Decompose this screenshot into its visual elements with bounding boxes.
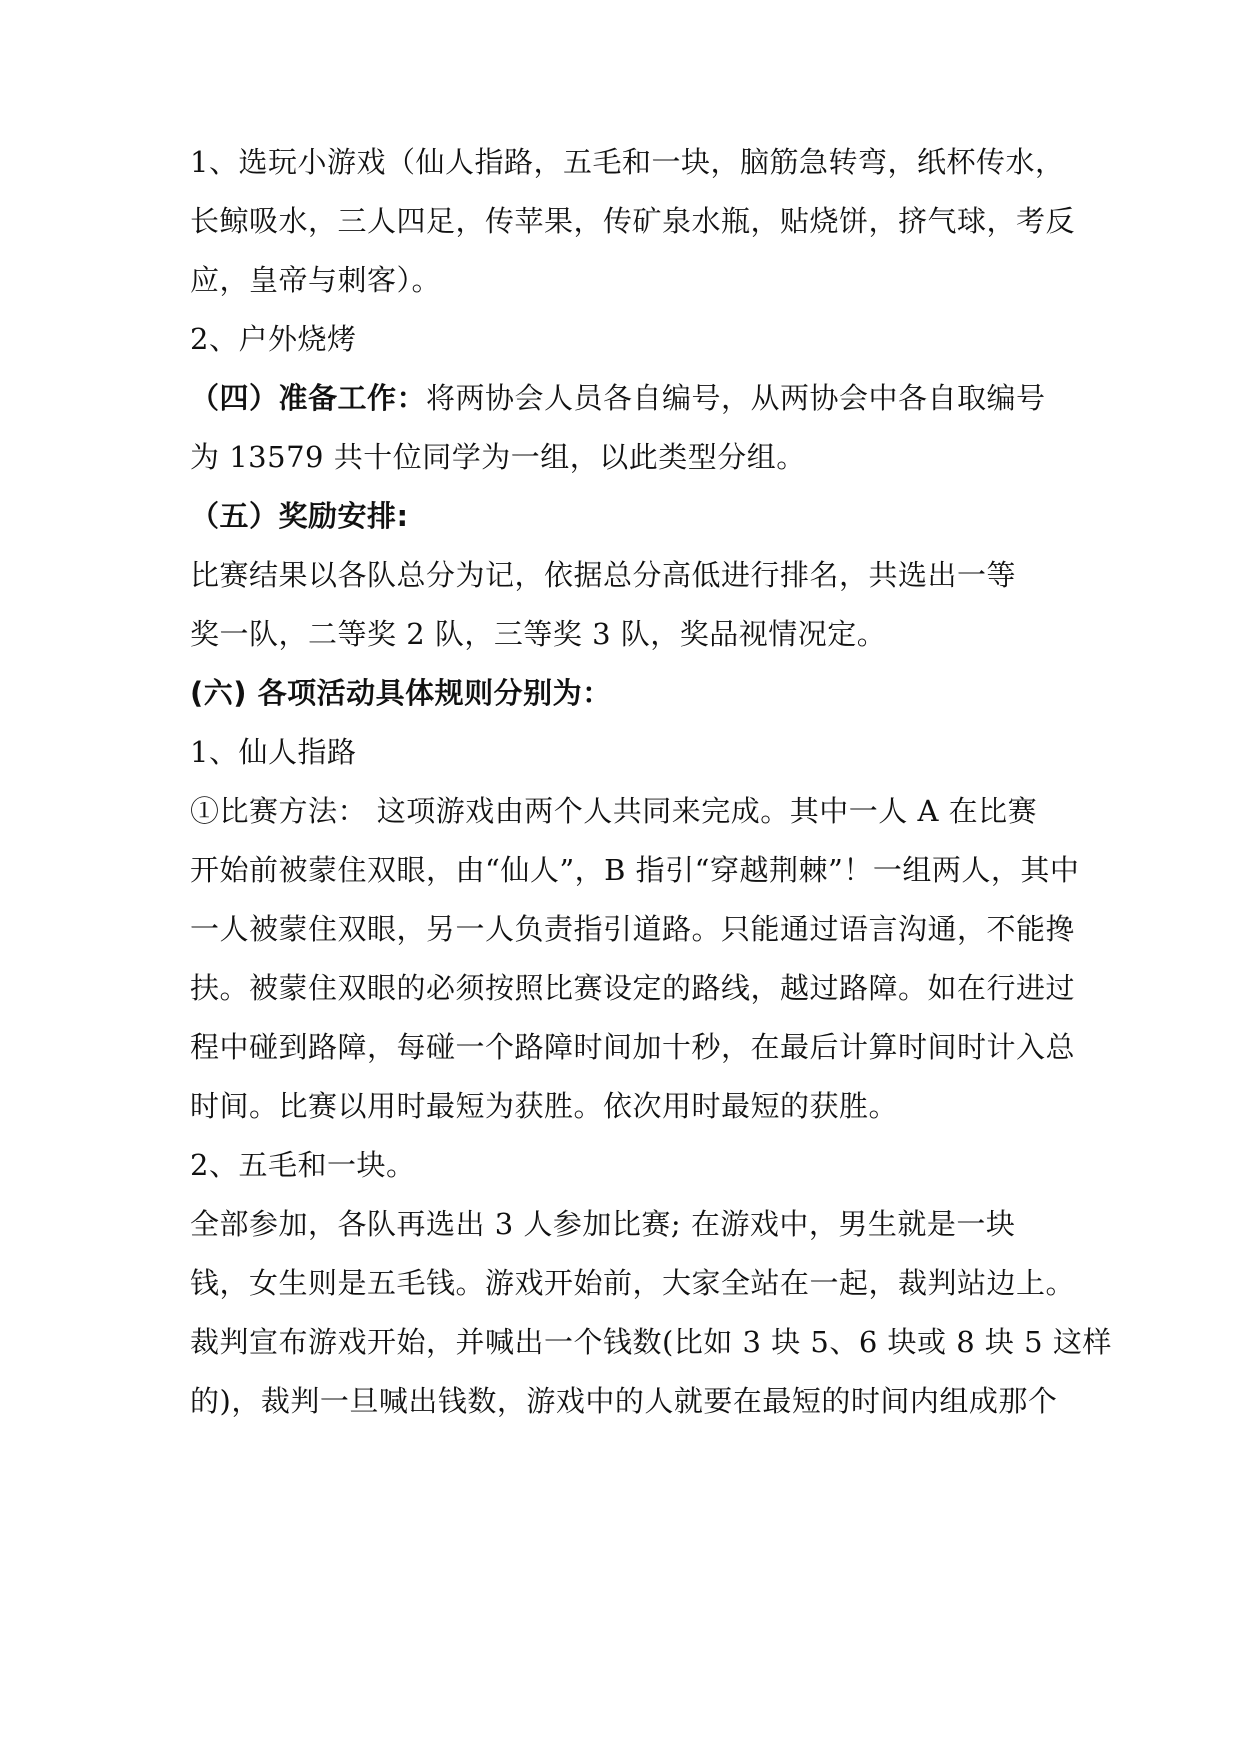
line-text: 将两协会人员各自编号，从两协会中各自取编号 [426, 381, 1046, 415]
line-text: 奖一队，二等奖 2 队，三等奖 3 队，奖品视情况定。 [190, 617, 887, 651]
line-text: 2、五毛和一块。 [190, 1148, 416, 1182]
line-text: ①比赛方法： 这项游戏由两个人共同来完成。其中一人 A 在比赛 [190, 794, 1038, 828]
paragraph-line [190, 260, 1060, 300]
line-text: 为 13579 共十位同学为一组，以此类型分组。 [190, 440, 806, 474]
line-text: 开始前被蒙住双眼，由“仙人”，B 指引“穿越荆棘”！一组两人，其中 [190, 853, 1080, 887]
paragraph-line [190, 1086, 1060, 1126]
section-heading: （五）奖励安排: [190, 499, 409, 533]
section-heading: (六) 各项活动具体规则分别为： [190, 676, 612, 710]
line-text: 应，皇帝与刺客）。 [190, 263, 442, 297]
paragraph-line [190, 732, 1060, 772]
paragraph-line [190, 791, 1060, 831]
paragraph-line [190, 555, 1060, 595]
line-text: 程中碰到路障，每碰一个路障时间加十秒，在最后计算时间时计入总 [190, 1030, 1076, 1064]
line-text: 2、户外烧烤 [190, 322, 357, 356]
line-text: 扶。被蒙住双眼的必须按照比赛设定的路线，越过路障。如在行进过 [190, 971, 1076, 1005]
paragraph-line [190, 201, 1076, 241]
section-heading: （四）准备工作： [190, 381, 427, 415]
paragraph-line [190, 1204, 1060, 1244]
line-text: 比赛结果以各队总分为记，依据总分高低进行排名，共选出一等 [190, 558, 1017, 592]
line-text: 1、仙人指路 [190, 735, 357, 769]
paragraph-line [190, 673, 1060, 713]
paragraph-line [190, 909, 1076, 949]
paragraph-line [190, 1322, 1112, 1362]
paragraph-line [190, 319, 1060, 359]
line-text: 一人被蒙住双眼，另一人负责指引道路。只能通过语言沟通，不能搀 [190, 912, 1076, 946]
paragraph-line [190, 968, 1076, 1008]
paragraph-line [190, 1381, 1060, 1421]
line-text: 裁判宣布游戏开始，并喊出一个钱数(比如 3 块 5、6 块或 8 块 5 这样 [190, 1325, 1112, 1359]
paragraph-line [190, 437, 1060, 477]
line-text: 全部参加，各队再选出 3 人参加比赛; 在游戏中，男生就是一块 [190, 1207, 1016, 1241]
line-text: 的)，裁判一旦喊出钱数，游戏中的人就要在最短的时间内组成那个 [190, 1384, 1058, 1418]
paragraph-line [190, 142, 1065, 182]
paragraph-line [190, 378, 1060, 418]
paragraph-line [190, 1027, 1076, 1067]
paragraph-line [190, 496, 1060, 536]
paragraph-line [190, 1263, 1076, 1303]
paragraph-line [190, 614, 1060, 654]
paragraph-line [190, 1145, 1060, 1185]
paragraph-line [190, 850, 1080, 890]
line-text: 长鲸吸水，三人四足，传苹果，传矿泉水瓶，贴烧饼，挤气球，考反 [190, 204, 1076, 238]
line-text: 钱，女生则是五毛钱。游戏开始前，大家全站在一起，裁判站边上。 [190, 1266, 1076, 1300]
line-text: 1、选玩小游戏（仙人指路，五毛和一块，脑筋急转弯，纸杯传水， [190, 145, 1065, 179]
line-text: 时间。比赛以用时最短为获胜。依次用时最短的获胜。 [190, 1089, 899, 1123]
